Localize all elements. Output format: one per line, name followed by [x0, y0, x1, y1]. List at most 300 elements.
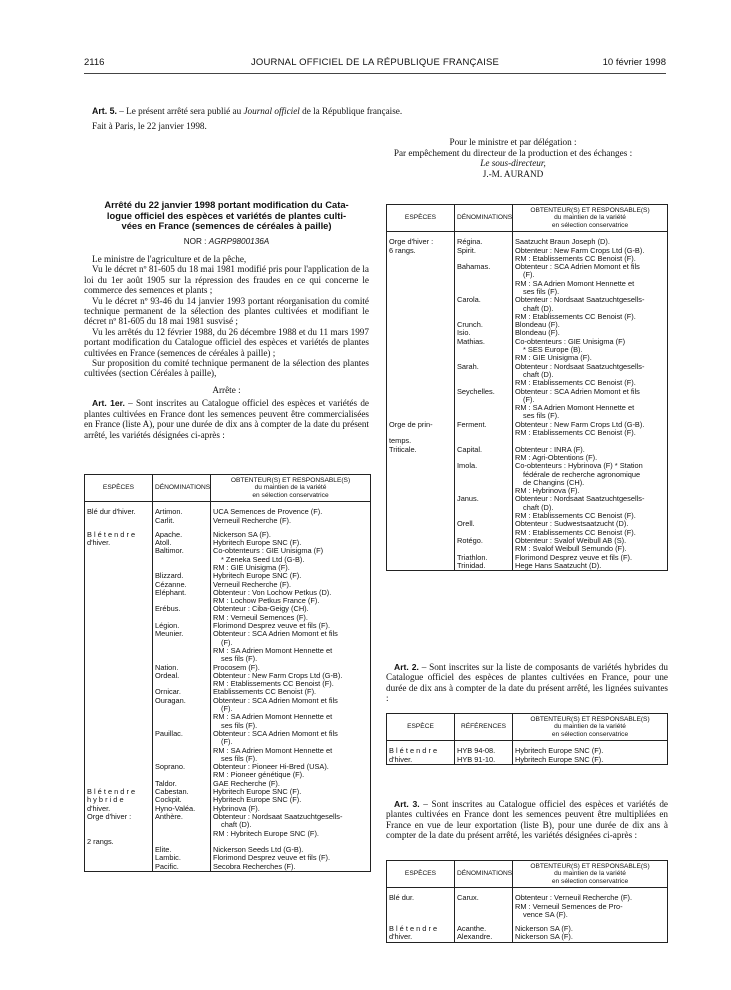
table-row	[85, 630, 371, 663]
obtenteur-line: Florimond Desprez veuve et fils (F).	[213, 621, 331, 631]
obtenteur-line: Obtenteur : New Farm Crops Ltd (G-B).	[515, 419, 645, 429]
denomination-cell: Atoll.	[153, 539, 211, 547]
obtenteur-line: Hybritech Europe SNC (F).	[213, 787, 302, 797]
obtenteur-line: RM : Etablissements CC Benoist (F).	[515, 311, 636, 321]
species-cell: B l é t e n d r e	[387, 747, 455, 755]
denomination-cell: Légion.	[153, 622, 211, 630]
denomination-cell: Carux.	[455, 894, 513, 919]
obtenteur-line: Obtenteur : Ciba-Geigy (CH).	[213, 604, 309, 614]
species-cell	[387, 321, 455, 329]
obtenteur-line: ses fils (F).	[221, 720, 258, 730]
species-cell	[387, 537, 455, 554]
denomination-cell: Cabestan.	[153, 788, 211, 796]
col-obtenteurs-line-3: en sélection conservatrice	[551, 730, 629, 738]
species-cell: 6 rangs.	[387, 247, 455, 264]
species-cell: Blé dur d'hiver.	[85, 508, 153, 516]
table-row	[387, 296, 668, 321]
denomination-cell: Ornicar.	[153, 688, 211, 696]
species-cell	[85, 622, 153, 630]
signature-line-3: Le sous-directeur,	[480, 158, 546, 169]
obtenteur-line: Obtenteur : Sudwestsaatzucht (D).	[515, 519, 629, 529]
table-row	[85, 730, 371, 763]
obtenteur-line: vence SA (F).	[523, 909, 568, 919]
obtenteur-line: UCA Semences de Provence (F).	[213, 507, 323, 517]
obtenteur-line: chaft (D).	[523, 369, 554, 379]
denomination-cell: Régina.	[455, 238, 513, 246]
table-row	[387, 894, 668, 919]
obtenteur-line: Verneuil Recherche (F).	[213, 515, 292, 525]
varieties-table-list-a-continued	[386, 204, 668, 571]
obtenteur-line: Blondeau (F).	[515, 328, 560, 338]
denomination-cell: Taldor.	[153, 780, 211, 788]
obtenteur-line: ses fils (F).	[523, 411, 560, 421]
lines-table	[386, 713, 668, 765]
page-number: 2116	[84, 57, 105, 68]
table-row	[387, 388, 668, 421]
obtenteur-line: chaft (D).	[523, 502, 554, 512]
table-row	[387, 338, 668, 363]
header-rule	[84, 73, 666, 74]
obtenteur-line: Co-obtenteurs : Hybrinova (F) * Station	[515, 461, 643, 471]
obtenteur-cell	[211, 863, 371, 872]
obtenteur-cell	[513, 933, 668, 942]
table-row	[387, 756, 668, 765]
signature-block	[360, 137, 666, 179]
species-cell: B l é t e n d r e	[387, 925, 455, 933]
obtenteur-line: Obtenteur : Svalof Weibull AB (S).	[515, 535, 627, 545]
obtenteur-cell	[513, 296, 668, 321]
denomination-cell: Trinidad.	[455, 562, 513, 571]
obtenteur-cell	[513, 263, 668, 296]
col-obtenteurs-line-3: en sélection conservatrice	[551, 221, 629, 229]
obtenteur-line: * SES Europe (B).	[523, 345, 583, 355]
obtenteur-line: Florimond Desprez veuve et fils (F).	[515, 552, 633, 562]
species-cell	[387, 495, 455, 520]
varieties-table-list-b	[386, 860, 668, 943]
denomination-cell: HYB 94-08.	[455, 747, 513, 755]
visa-paragraph: Vu le décret nº 81-605 du 18 mai 1981 modifié pris pour l'application de la loi du 1er août 1905 sur la répression des fraudes en ce qui concerne le commerce des semences et plants ;	[84, 264, 369, 296]
obtenteur-line: chaft (D).	[523, 303, 554, 313]
col-references: RÉFÉRENCES	[455, 714, 513, 741]
arrete-title-line-2: logue officiel des espèces et variétés de plantes culti-	[106, 209, 347, 221]
obtenteur-line: RM : Etablissements CC Benoist (F).	[515, 428, 636, 438]
obtenteur-cell	[513, 756, 668, 765]
denomination-cell: Lambic.	[153, 854, 211, 862]
col-denominations: DÉNOMINATIONS	[455, 861, 513, 888]
arrete-title-line-3: vées en France (semences de céréales à paille)	[121, 220, 332, 232]
obtenteur-line: RM : Svalof Weibull Semundo (F).	[515, 544, 627, 554]
obtenteur-cell	[211, 589, 371, 606]
denomination-cell: Mathias.	[455, 338, 513, 363]
col-obtenteurs	[513, 861, 668, 888]
obtenteur-line: RM : Etablissements CC Benoist (F).	[515, 253, 636, 263]
obtenteur-line: Obtenteur : INRA (F).	[515, 444, 585, 454]
table-row	[387, 537, 668, 554]
col-obtenteurs	[513, 205, 668, 232]
obtenteur-cell	[513, 562, 668, 571]
denomination-cell: Seychelles.	[455, 388, 513, 421]
obtenteur-line: GAE Recherche (F).	[213, 778, 280, 788]
obtenteur-line: Blondeau (F).	[515, 320, 560, 330]
obtenteur-line: Obtenteur : New Farm Crops Ltd (G-B).	[213, 670, 343, 680]
denomination-cell: Blizzard.	[153, 572, 211, 580]
species-cell	[387, 520, 455, 537]
table-row	[387, 446, 668, 463]
obtenteur-line: RM : Etablissements CC Benoist (F).	[515, 511, 636, 521]
denomination-cell: Triathlon.	[455, 554, 513, 562]
signature-line-1: Pour le ministre et par délégation :	[449, 137, 577, 147]
denomination-cell: Artimon.	[153, 508, 211, 516]
denomination-cell: Eléphant.	[153, 589, 211, 606]
obtenteur-line: Procosem (F).	[213, 662, 260, 672]
denomination-cell: Pauillac.	[153, 730, 211, 763]
species-cell: Blé dur.	[387, 894, 455, 919]
species-cell	[85, 672, 153, 689]
species-cell	[85, 664, 153, 672]
table-row	[387, 247, 668, 264]
table-row	[85, 517, 371, 525]
species-cell: Orge de prin-	[387, 421, 455, 438]
obtenteur-line: chaft (D).	[221, 820, 252, 830]
obtenteur-line: RM : Hybrinova (F).	[515, 486, 580, 496]
col-denominations: DÉNOMINATIONS	[153, 475, 211, 502]
col-obtenteurs-line-2: du maintien de la variété	[554, 870, 626, 878]
obtenteur-line: RM : GIE Unisigma (F).	[213, 563, 290, 572]
nor-value: AGRP9800136A	[208, 237, 270, 246]
obtenteur-line: (F).	[523, 270, 535, 280]
obtenteur-line: Hybrinova (F).	[213, 803, 260, 813]
obtenteur-line: ses fils (F).	[221, 753, 258, 763]
table-row	[387, 421, 668, 438]
varieties-table-list-a	[84, 474, 371, 872]
species-cell	[85, 688, 153, 696]
obtenteur-cell	[211, 813, 371, 838]
obtenteur-line: Obtenteur : SCA Adrien Momont et fils	[515, 386, 640, 396]
obtenteur-line: Obtenteur : Nordsaat Saatzuchtgesells-	[515, 361, 645, 371]
signature-line-2: Par empêchement du directeur de la production et des échanges :	[393, 147, 633, 158]
obtenteur-line: Obtenteur : Verneuil Recherche (F).	[515, 893, 633, 903]
obtenteur-line: Obtenteur : Von Lochow Petkus (D).	[213, 587, 332, 597]
species-cell	[387, 562, 455, 571]
table-row	[387, 462, 668, 495]
species-cell	[387, 263, 455, 296]
obtenteur-cell	[513, 495, 668, 520]
obtenteur-line: RM : SA Adrien Momont Hennette et	[213, 745, 333, 755]
obtenteur-line: de Changins (CH).	[523, 477, 585, 487]
denomination-cell: Anthère.	[153, 813, 211, 838]
obtenteur-line: Obtenteur : SCA Adrien Momont et fils	[515, 262, 640, 272]
article-1-label: Art. 1er.	[92, 398, 125, 409]
obtenteur-line: ses fils (F).	[523, 287, 560, 296]
denomination-cell: Imola.	[455, 462, 513, 495]
col-obtenteurs-line-1: OBTENTEUR(S) ET RESPONSABLE(S)	[530, 863, 650, 870]
obtenteur-line: Hybritech Europe SNC (F).	[213, 571, 302, 581]
article-2	[386, 662, 668, 704]
obtenteur-cell	[211, 605, 371, 622]
col-especes: ESPÈCES	[387, 205, 455, 232]
obtenteur-line: RM : Verneuil Semences de Pro-	[515, 901, 623, 911]
obtenteur-line: RM : Pioneer génétique (F).	[213, 770, 305, 780]
denomination-cell: Janus.	[455, 495, 513, 520]
obtenteur-cell	[211, 547, 371, 572]
col-obtenteurs-line-3: en sélection conservatrice	[551, 877, 629, 885]
species-cell	[85, 863, 153, 872]
article-3-label: Art. 3.	[394, 799, 420, 809]
species-cell	[85, 547, 153, 572]
species-cell	[85, 730, 153, 763]
species-cell	[85, 846, 153, 854]
obtenteur-line: RM : Agri-Obtentions (F).	[515, 452, 598, 462]
denomination-cell: HYB 91-10.	[455, 756, 513, 765]
obtenteur-line: Obtenteur : SCA Adrien Momont et fils	[213, 629, 338, 639]
obtenteur-line: RM : Etablissements CC Benoist (F).	[515, 378, 636, 388]
species-cell	[85, 572, 153, 580]
species-cell: temps.	[387, 437, 455, 445]
denomination-cell: Alexandre.	[455, 933, 513, 942]
species-cell: d'hiver.	[387, 756, 455, 765]
obtenteur-line: RM : SA Adrien Momont Hennette et	[515, 278, 635, 288]
denomination-cell: Spirit.	[455, 247, 513, 264]
obtenteur-line: Etablissements CC Benoist (F).	[213, 687, 317, 697]
species-cell	[387, 329, 455, 337]
issue-date: 10 février 1998	[602, 57, 666, 68]
denomination-cell: Sarah.	[455, 363, 513, 388]
obtenteur-line: Saatzucht Braun Joseph (D).	[515, 237, 610, 247]
obtenteur-line: Obtenteur : SCA Adrien Momont et fils	[213, 728, 338, 738]
obtenteur-line: Hybritech Europe SNC (F).	[515, 746, 604, 756]
article-5-text-a: – Le présent arrêté sera publié au	[116, 106, 244, 116]
article-1	[84, 398, 369, 440]
obtenteur-line: RM : SA Adrien Momont Hennette et	[515, 403, 635, 413]
article-5-label: Art. 5.	[92, 106, 117, 116]
obtenteur-cell	[513, 388, 668, 421]
denomination-cell: Ferment.	[455, 421, 513, 438]
article-5-journal: Journal officiel	[243, 106, 300, 116]
obtenteur-line: Co-obtenteurs : GIE Unisigma (F)	[515, 336, 626, 346]
denomination-cell: Orell.	[455, 520, 513, 537]
obtenteur-line: Nickerson SA (F).	[515, 924, 573, 934]
obtenteur-line: (F).	[221, 737, 233, 747]
obtenteur-line: Co-obtenteurs : GIE Unisigma (F)	[213, 546, 324, 556]
obtenteur-cell	[513, 338, 668, 363]
article-1-text: – Sont inscrites au Catalogue officiel des espèces et variétés de plantes cultivées en France dont les semences peuvent être commercialisées en France (liste A), pour une durée de dix ans à compter de la date du présent arrêté, les variétés désignées ci-après :	[84, 398, 369, 440]
obtenteur-cell	[513, 363, 668, 388]
denomination-cell: Carlit.	[153, 517, 211, 525]
denomination-cell: Capital.	[455, 446, 513, 463]
obtenteur-line: ses fils (F).	[221, 654, 258, 664]
article-5	[92, 106, 562, 116]
species-cell: h y b r i d e	[85, 796, 153, 804]
denomination-cell: Ordeal.	[153, 672, 211, 689]
species-cell: Orge d'hiver :	[387, 238, 455, 246]
table-row	[85, 813, 371, 838]
species-cell	[387, 554, 455, 562]
signature-name: J.-M. AURAND	[482, 168, 544, 179]
obtenteur-line: Hybritech Europe SNC (F).	[213, 795, 302, 805]
article-3-text: – Sont inscrites au Catalogue officiel des espèces et variétés de plantes cultivées en France dont les semences peuvent être multipliées en France en vue de leur exportation (liste B), pour une durée de dix ans à compter de la date du présent arrêté, les variétés désignées ci-après :	[386, 799, 669, 841]
table-row	[387, 933, 668, 942]
obtenteur-line: RM : Etablissements CC Benoist (F).	[213, 679, 334, 689]
obtenteur-line: Verneuil Recherche (F).	[213, 579, 292, 589]
denomination-cell: Erébus.	[153, 605, 211, 622]
obtenteur-line: RM : GIE Unisigma (F).	[515, 353, 592, 363]
species-cell	[387, 363, 455, 388]
col-espece: ESPÈCE	[387, 714, 455, 741]
fait-a-paris: Fait à Paris, le 22 janvier 1998.	[92, 121, 207, 131]
table-row	[85, 672, 371, 689]
obtenteur-line: Florimond Desprez veuve et fils (F).	[213, 853, 331, 863]
denomination-cell: Crunch.	[455, 321, 513, 329]
page-header	[84, 57, 666, 71]
denomination-cell: Hyno-Valéa.	[153, 805, 211, 813]
denomination-cell: Soprano.	[153, 763, 211, 780]
denomination-cell: Isio.	[455, 329, 513, 337]
nor-label: NOR :	[183, 237, 209, 246]
table-row	[387, 520, 668, 537]
obtenteur-line: Hybritech Europe SNC (F).	[213, 538, 302, 548]
col-obtenteurs	[513, 714, 668, 741]
visa-paragraph: Le ministre de l'agriculture et de la pêche,	[92, 254, 247, 264]
obtenteur-line: Obtenteur : Nordsaat Saatzuchtgesells-	[515, 494, 645, 504]
species-cell	[387, 388, 455, 421]
obtenteur-cell	[211, 630, 371, 663]
col-obtenteurs-line-1: OBTENTEUR(S) ET RESPONSABLE(S)	[530, 207, 650, 214]
species-cell	[85, 854, 153, 862]
obtenteur-line: fédérale de recherche agronomique	[523, 469, 641, 479]
species-cell	[85, 589, 153, 606]
species-cell: B l é t e n d r e	[85, 531, 153, 539]
obtenteur-line: * Zeneka Seed Ltd (G-B).	[221, 554, 305, 564]
obtenteur-line: RM : Verneuil Semences (F).	[213, 612, 308, 622]
obtenteur-cell	[513, 247, 668, 264]
table-row	[387, 562, 668, 571]
species-cell: Orge d'hiver :	[85, 813, 153, 838]
denomination-cell: Nation.	[153, 664, 211, 672]
obtenteur-line: (F).	[221, 637, 233, 647]
obtenteur-cell	[513, 537, 668, 554]
obtenteur-line: RM : Hybritech Europe SNC (F).	[213, 828, 319, 838]
article-5-text-b: de la République française.	[299, 106, 403, 116]
obtenteur-line: (F).	[221, 704, 233, 714]
obtenteur-cell	[211, 672, 371, 689]
denomination-cell: Rotégo.	[455, 537, 513, 554]
nor-reference	[84, 237, 369, 246]
obtenteur-line: Nickerson Seeds Ltd (G-B).	[213, 845, 304, 855]
obtenteur-line: Nickerson SA (F).	[515, 932, 573, 942]
denomination-cell: Baltimor.	[153, 547, 211, 572]
denomination-cell: Acanthe.	[455, 925, 513, 933]
obtenteur-cell	[211, 763, 371, 780]
obtenteur-line: Hybritech Europe SNC (F).	[515, 754, 604, 764]
denomination-cell: Pacific.	[153, 863, 211, 872]
col-obtenteurs-line-2: du maintien de la variété	[554, 723, 626, 731]
denomination-cell: Carola.	[455, 296, 513, 321]
obtenteur-line: Obtenteur : SCA Adrien Momont et fils	[213, 695, 338, 705]
obtenteur-line: Secobra Recherches (F).	[213, 861, 296, 871]
obtenteur-line: RM : Lochow Petkus France (F).	[213, 596, 320, 606]
obtenteur-cell	[211, 697, 371, 730]
denomination-cell: Meunier.	[153, 630, 211, 663]
species-cell: d'hiver.	[85, 539, 153, 547]
species-cell: d'hiver.	[387, 933, 455, 942]
denomination-cell: Cockpit.	[153, 796, 211, 804]
article-3	[386, 799, 668, 841]
species-cell: 2 rangs.	[85, 838, 153, 846]
table-row	[85, 547, 371, 572]
table-row	[85, 697, 371, 730]
obtenteur-cell	[513, 446, 668, 463]
col-obtenteurs-line-1: OBTENTEUR(S) ET RESPONSABLE(S)	[530, 716, 650, 723]
obtenteur-cell	[513, 894, 668, 919]
visa-paragraph: Vu le décret nº 93-46 du 14 janvier 1993 portant réorganisation du comité technique permanent de la sélection des plantes cultivées et modifiant le décret nº 81-605 du 18 mai 1981 susvisé ;	[84, 295, 369, 327]
article-2-text: – Sont inscrites sur la liste de composants de variétés hybrides du Catalogue officiel des espèces de plantes cultivées en France, pour une durée de dix ans à compter de la date du présent arrêté, les lignées suivantes :	[386, 662, 668, 704]
species-cell	[387, 296, 455, 321]
visas	[84, 254, 369, 440]
arrete-title-line-1: Arrêté du 22 janvier 1998 portant modification du Cata-	[104, 199, 349, 210]
denomination-cell: Ouragan.	[153, 697, 211, 730]
table-row	[85, 605, 371, 622]
obtenteur-line: Obtenteur : New Farm Crops Ltd (G-B).	[515, 245, 645, 255]
obtenteur-line: Obtenteur : Nordsaat Saatzuchtgesells-	[515, 295, 645, 305]
table-row	[85, 863, 371, 872]
col-denominations: DÉNOMINATIONS	[455, 205, 513, 232]
obtenteur-line: RM : Etablissements CC Benoist (F).	[515, 527, 636, 537]
species-cell	[387, 338, 455, 363]
denomination-cell: Elite.	[153, 846, 211, 854]
species-cell	[85, 630, 153, 663]
species-cell	[85, 517, 153, 525]
journal-title: JOURNAL OFFICIEL DE LA RÉPUBLIQUE FRANÇAISE	[250, 57, 500, 68]
table-row	[387, 363, 668, 388]
col-obtenteurs-line-2: du maintien de la variété	[554, 214, 626, 222]
visa-paragraph: Sur proposition du comité technique permanent de la sélection des plantes cultivées (section Céréales à paille),	[84, 358, 369, 379]
species-cell: d'hiver.	[85, 805, 153, 813]
species-cell	[85, 581, 153, 589]
table-row	[387, 495, 668, 520]
col-especes: ESPÈCES	[85, 475, 153, 502]
arrete-word: Arrête :	[212, 384, 241, 395]
species-cell	[85, 763, 153, 780]
obtenteur-line: Hege Hans Saatzucht (D).	[515, 560, 602, 570]
denomination-cell: Apache.	[153, 531, 211, 539]
species-cell	[85, 605, 153, 622]
article-2-label: Art. 2.	[394, 662, 419, 672]
obtenteur-cell	[211, 517, 371, 525]
obtenteur-line: Obtenteur : Nordsaat Saatzuchtgesells-	[213, 811, 343, 821]
obtenteur-line: RM : SA Adrien Momont Hennette et	[213, 645, 333, 655]
visa-paragraph: Vu les arrêtés du 12 février 1988, du 26 décembre 1988 et du 11 mars 1997 portant modification du Catalogue officiel des espèces et variétés de plantes cultivées en France (semences de céréales à paille) ;	[84, 326, 369, 358]
obtenteur-line: Obtenteur : Pioneer Hi-Bred (USA).	[213, 762, 329, 772]
obtenteur-cell	[513, 520, 668, 537]
obtenteur-line: RM : SA Adrien Momont Hennette et	[213, 712, 333, 722]
obtenteur-cell	[513, 421, 668, 438]
table-row	[85, 589, 371, 606]
arrete-title	[84, 200, 369, 232]
obtenteur-cell	[513, 462, 668, 495]
col-obtenteurs-line-3: en sélection conservatrice	[252, 491, 329, 499]
obtenteur-line: (F).	[523, 394, 535, 404]
obtenteur-line: Nickerson SA (F).	[213, 529, 271, 539]
col-obtenteurs	[211, 475, 371, 502]
denomination-cell: Bahamas.	[455, 263, 513, 296]
col-obtenteurs-line-2: du maintien de la variété	[254, 484, 327, 492]
species-cell	[85, 697, 153, 730]
species-cell	[387, 462, 455, 495]
species-cell: B l é t e n d r e	[85, 788, 153, 796]
col-especes: ESPÈCES	[387, 861, 455, 888]
denomination-cell: Cézanne.	[153, 581, 211, 589]
table-row	[387, 263, 668, 296]
